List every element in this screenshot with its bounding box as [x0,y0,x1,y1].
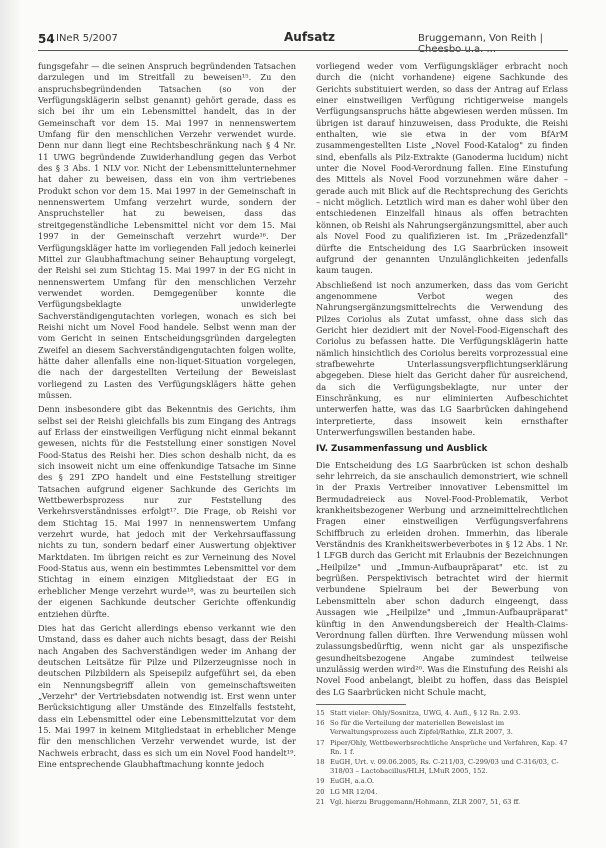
footnote-text: Vgl. hierzu Bruggemann/Hohmann, ZLR 2007, 51, 63 ff. [330,797,521,806]
footnote-number: 17 [316,738,325,747]
footnote-number: 16 [316,719,325,728]
paragraph: Dies hat das Gericht allerdings ebenso verkannt wie den Umstand, dass es daher auch nichts besagt, dass der Reishi nach Angaben des Sachverständigen weder im Anhang der deutschen Leitsätze für Pilze und Pilzerzeugnisse noch in deutschen Pilzbildern als Speisepilz aufgeführt sei, da eben ein Nennungsbegriff allein von gemeinschaftsweiten „Verzehr" der Vertriebsdaten notwendig ist. Erst wenn unter Berücksichtigung aller Umstände des Einzelfalls feststeht, dass ein Lebensmittel oder eine Lebensmittelzutat vor dem 15. Mai 1997 in keinem Mitgliedstaat in erheblicher Menge für den menschlichen Verzehr verwendet wurde, ist der Nachweis erbracht, dass es sich um ein Novel Food handelt¹⁹. Eine entsprechende Glaubhaftmachung konnte jedoch [38,622,296,769]
page-number: 54 [38,32,55,46]
page-header [38,30,568,50]
footnote-text: LG MR 12/04. [330,787,378,796]
footnote-text: Statt vieler: Ohly/Sosnitza, UWG, 4. Aufl., § 12 Rn. 2.93. [330,708,521,717]
footnote-text: Piper/Ohly, Wettbewerbsrechtliche Ansprüche und Verfahren, Kap. 47 Rn. 1 f. [330,738,568,756]
footnote-text: So für die Verteilung der materiellen Beweislast im Verwaltungsprozess auch Zipfel/Rathke, ZLR 2007, 3. [330,719,513,737]
paragraph: vorliegend weder vom Verfügungskläger erbracht noch durch die (nicht vorhandene) eigene Sachkunde des Gerichts substituiert werden, so dass der Antrag auf Erlass einer einstweiligen Verfügung richtigerweise mangels Verfügungsanspruchs hätte abgewiesen werden müssen. Im übrigen ist darauf hinzuweisen, dass Produkte, die Reishi enthalten, wie sie etwa in der vom BfArM zusammengestellten Liste „Novel Food-Katalog" zu finden sind, ebenfalls als Pilz-Extrakte (Ganoderma lucidum) nicht unter die Novel Food-Verordnung fallen. Eine Einstufung des Mittels als Novel Food vorzunehmen wäre daher – gerade auch mit Blick auf die Rechtsprechung des Gerichts – nicht möglich. Letztlich wird man es daher wohl über den entschiedenen Einzelfall hinaus als offen betrachten können, ob Reishi als Nahrungsergänzungsmittel, aber auch als Novel Food zu qualifizieren ist. Im „Präzedenzfall" dürfte die Entscheidung des LG Saarbrücken insoweit aufgrund der genannten Unzulänglichkeiten jedenfalls kaum taugen. [316,61,568,276]
footnote-rule [316,704,406,705]
footnotes [316,709,568,807]
header-rule [38,50,568,51]
footnote [316,709,568,718]
footnote-number: 18 [316,757,325,766]
footnote [316,739,568,757]
running-authors: Bruggemann, Von Reith | [418,33,543,44]
footnote-number: 19 [316,777,325,786]
section-heading: IV. Zusammenfassung und Ausblick [316,444,488,455]
footnote-number: 21 [316,797,325,806]
footnote [316,788,568,797]
footnote-text: EuGH, a.a.O. [330,777,375,786]
journal-name: INeR 5/2007 [56,33,118,44]
left-column [38,61,296,836]
footnote [316,758,568,776]
footnote [316,777,568,786]
footnote [316,719,568,737]
footnote-number: 20 [316,787,325,796]
paragraph: Abschließend ist noch anzumerken, dass das vom Gericht angenommene Verbot wegen des Nahrungsergänzungsmittelrechts die Verwendung des Pilzes Coriolus als Zutat umfasst, ohne dass sich das Gericht hier dezidiert mit der Novel-Food-Eigenschaft des Coriolus zu befassen hatte. Die Verfügungsklägerin hatte nämlich hinsichtlich des Coriolus bereits vorprozessual eine strafbewehrte Unterlassungsverpflichtungserklärung abgegeben. Diese hielt das Gericht daher für ausreichend, da sich die Verfügungsbeklagte, nur unter der Einschränkung, es nur eliminierten Aufbeschichtet unterwerfen hatte, was das LG Saarbrücken dahingehend interpretierte, dass insoweit kein ernsthafter Unterwerfungswillen bestanden habe. [316,279,568,437]
footnote-number: 15 [316,708,325,717]
section-title: Aufsatz [284,30,336,44]
paragraph: Denn insbesondere gibt das Bekenntnis des Gerichts, ihm selbst sei der Reishi gleichfalls bis zum Eingang des Antrags auf Erlass der einstweiligen Verfügung nicht einmal bekannt gewesen, nichts für die Feststellung einer sonstigen Novel Food-Status des Reishi her. Dies schon deshalb nicht, da es sich insoweit nicht um eine offenkundige Tatsache im Sinne des § 291 ZPO handelt und eine Feststellung streitiger Tatsachen aufgrund eigener Sachkunde des Gerichts im Wettbewerbsprozess nur zur Feststellung des Verkehrsverständnisses erfolgt¹⁷. Die Frage, ob Reishi vor dem Stichtag 15. Mai 1997 in nennenswertem Umfang verzehrt wurde, hat jedoch mit der Verkehrsauffassung nichts zu tun, sondern bedarf einer Auswertung objektiver Marktdaten. Im übrigen reicht es zur Verneinung des Novel Food-Status aus, wenn ein bestimmtes Lebensmittel vor dem Stichtag in einem einzigen Mitgliedstaat der EG in erheblicher Menge verzehrt wurde¹⁸, was zu beurteilen sich der eigenen Sachkunde deutscher Gerichte offenkundig entziehen dürfte. [38,404,296,619]
scan-shadow [0,0,22,848]
paragraph: Die Entscheidung des LG Saarbrücken ist schon deshalb sehr lehrreich, da sie anschaulich demonstriert, wie schnell in der Praxis Vertreiber innovativer Lebensmittel im Bermudadreieck aus Novel-Food-Problematik, Verbot krankheitsbezogener Werbung und arzneimittelrechtlichen Fragen einer einstweiligen Verfügungsverfahrens Schiffbruch zu erleiden drohen. Immerhin, das liberale Verständnis des Krankheitswerbeverbotes in § 12 Abs. 1 Nr. 1 LFGB durch das Gericht mit Erlaubnis der Bezeichnungen „Heilpilze" und „Immun-Aufbaupräparat" etc. ist zu begrüßen. Perspektivisch betrachtet wird der hiermit verbundene Spielraum bei der Bewerbung von Lebensmitteln aber schon dadurch eingeengt, dass Aussagen wie „Heilpilze" und „Immun-Aufbaupräparat" künftig in den Anwendungsbereich der Health-Claims-Verordnung fallen dürften. Ihre Verwendung müssen wohl zulassungsbedürftig, wenn nicht gar als unspezifische gesundheitsbezogene Angabe zumindest teilweise unzulässig werden wird²⁰. Was die Einstufung des Reishi als Novel Food anbelangt, bleibt zu hoffen, dass das Beispiel des LG Saarbrücken nicht Schule macht, [316,459,568,697]
paragraph: fungsgefahr — die seinen Anspruch begründenden Tatsachen darzulegen und im Streitfall zu beweisen¹⁵. Zu den anspruchsbegründenden Tatsachen (so von der Verfügungsklägerin selbst genannt) gehört gerade, dass es sich bei ihr um ein Lebensmittel handelt, das in der Gemeinschaft vor dem 15. Mai 1997 in nennenswertem Umfang für den menschlichen Verzehr verwendet wurde. Denn nur dann liegt eine Rechtsbeschränkung nach § 4 Nr. 11 UWG begründende Zuwiderhandlung gegen das Verbot des § 3 Abs. 1 NLV vor. Nicht der Lebensmittelunternehmer hat daher zu beweisen, dass ein von ihm vertriebenes Produkt schon vor dem 15. Mai 1997 in der Gemeinschaft in nennenswertem Umfang verzehrt wurde, sondern der Anspruchsteller hat zu beweisen, dass das streitgegenständliche Lebensmittel nicht vor dem 15. Mai 1997 in der Gemeinschaft verzehrt wurde¹⁶. Der Verfügungskläger hatte im vorliegenden Fall jedoch keinerlei Mittel zur Glaubhaftmachung seiner Behauptung vorgelegt, der Reishi sei zum Stichtag 15. Mai 1997 in der EG nicht in nennenswertem Umfang für den menschlichen Verzehr verwendet worden. Demgegenüber konnte die Verfügungsbeklagte unwiderlegte Sachverständigengutachten vorlegen, wonach es sich bei Reishi nicht um Novel Food handele. Selbst wenn man der vom Gericht in seinen Entscheidungsgründen dargelegten Zweifel an diesem Sachverständigengutachten folgen wollte, hätte daher allenfalls eine non-liquet-Situation vorgelegen, die nach der dargestellten Verteilung der Beweislast vorliegend zu Lasten des Verfügungsklägers hätte gehen müssen. [38,61,296,400]
footnote [316,798,568,807]
right-column [316,61,568,836]
footnote-text: EuGH, Urt. v. 09.06.2005, Rs. C-211/03, C-299/03 und C-316/03, C-318/03 – Lactobacillus/HLH, LMuR 2005, 152. [330,757,559,776]
